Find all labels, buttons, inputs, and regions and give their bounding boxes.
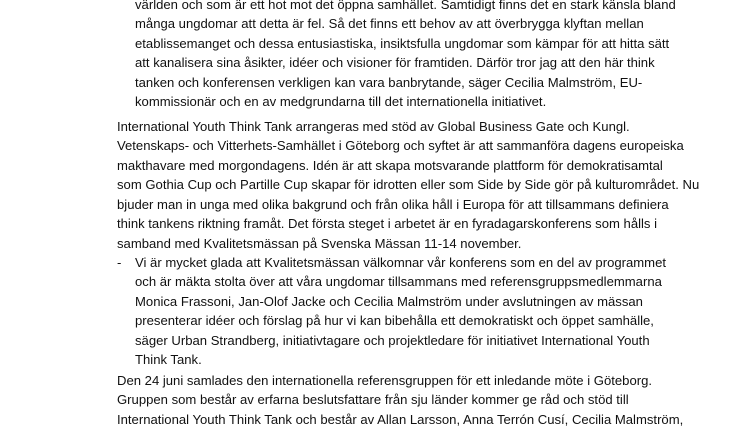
text-line: tanken och konferensen verkligen kan vara banbrytande, säger Cecilia Malmström, EU- <box>135 74 643 90</box>
text-line: Think Tank. <box>135 352 202 368</box>
text-line: International Youth Think Tank arrangeras med stöd av Global Business Gate och Kungl. <box>117 119 630 134</box>
quote-paragraph-malmstrom <box>135 0 676 112</box>
text-line: International Youth Think Tank och består av Allan Larsson, Anna Terrón Cusí, Cecilia Malmström, <box>117 411 684 427</box>
text-line: säger Urban Strandberg, initiativtagare och projektledare för initiativet International Youth <box>135 332 650 348</box>
text-line: makthavare med morgondagens. Idén är att skapa motsvarande plattform för demokratisamtal <box>117 157 663 173</box>
text-line: Vi är mycket glada att Kvalitetsmässan välkomnar vår konferens som en del av programmet <box>135 255 667 270</box>
text-line: think tankens riktning framåt. Det första steget i arbetet är en fyradagarskonferens som hålls i <box>117 216 658 232</box>
text-line: bjuder man in unga med olika bakgrund och från olika håll i Europa för att tillsammans definiera <box>117 196 669 212</box>
text-line: Vetenskaps- och Vitterhets-Samhället i Göteborg och syftet är att sammanföra dagens europeiska <box>117 138 684 154</box>
text-line: att kanalisera sina åsikter, idéer och visioner för framtiden. Därför tror jag att den här think <box>135 55 655 71</box>
text-line: många ungdomar att detta är fel. Så det finns ett behov av att överbrygga klyftan mellan <box>135 16 644 32</box>
text-line: samband med Kvalitetsmässan på Svenska Mässan 11-14 november. <box>117 235 522 251</box>
quote-dash-marker: - <box>117 255 122 270</box>
text-line: världen och som är ett hot mot det öppna samhället. Samtidigt finns det en stark känsla bland <box>135 0 676 12</box>
text-line: Monica Frassoni, Jan-Olof Jacke och Cecilia Malmström under avslutningen av mässan <box>135 293 643 309</box>
quote-paragraph-strandberg <box>135 253 666 370</box>
text-line: som Gothia Cup och Partille Cup skapar för idrotten eller som Side by Side gör på kulturområdet. Nu <box>117 177 700 193</box>
body-paragraph-think-tank <box>117 117 699 253</box>
text-line: kommissionär och en av medgrundarna till det internationella initiativet. <box>135 94 547 110</box>
text-line: etablissemanget och dessa entusiastiska, insiktsfulla ungdomar som kämpar för att hitta sätt <box>135 35 670 51</box>
text-line: och är mäkta stolta över att våra ungdomar tillsammans med referensgruppsmedlemmarna <box>135 274 662 290</box>
body-paragraph-reference-group <box>117 371 683 429</box>
text-line: Gruppen som består av erfarna beslutsfattare från sju länder kommer ge råd och stöd till <box>117 392 629 408</box>
text-line: Den 24 juni samlades den internationella referensgruppen för ett inledande möte i Göteborg. <box>117 373 653 388</box>
text-line: presenterar idéer och förslag på hur vi kan bibehålla ett demokratiskt och öppet samhälle, <box>135 313 654 329</box>
